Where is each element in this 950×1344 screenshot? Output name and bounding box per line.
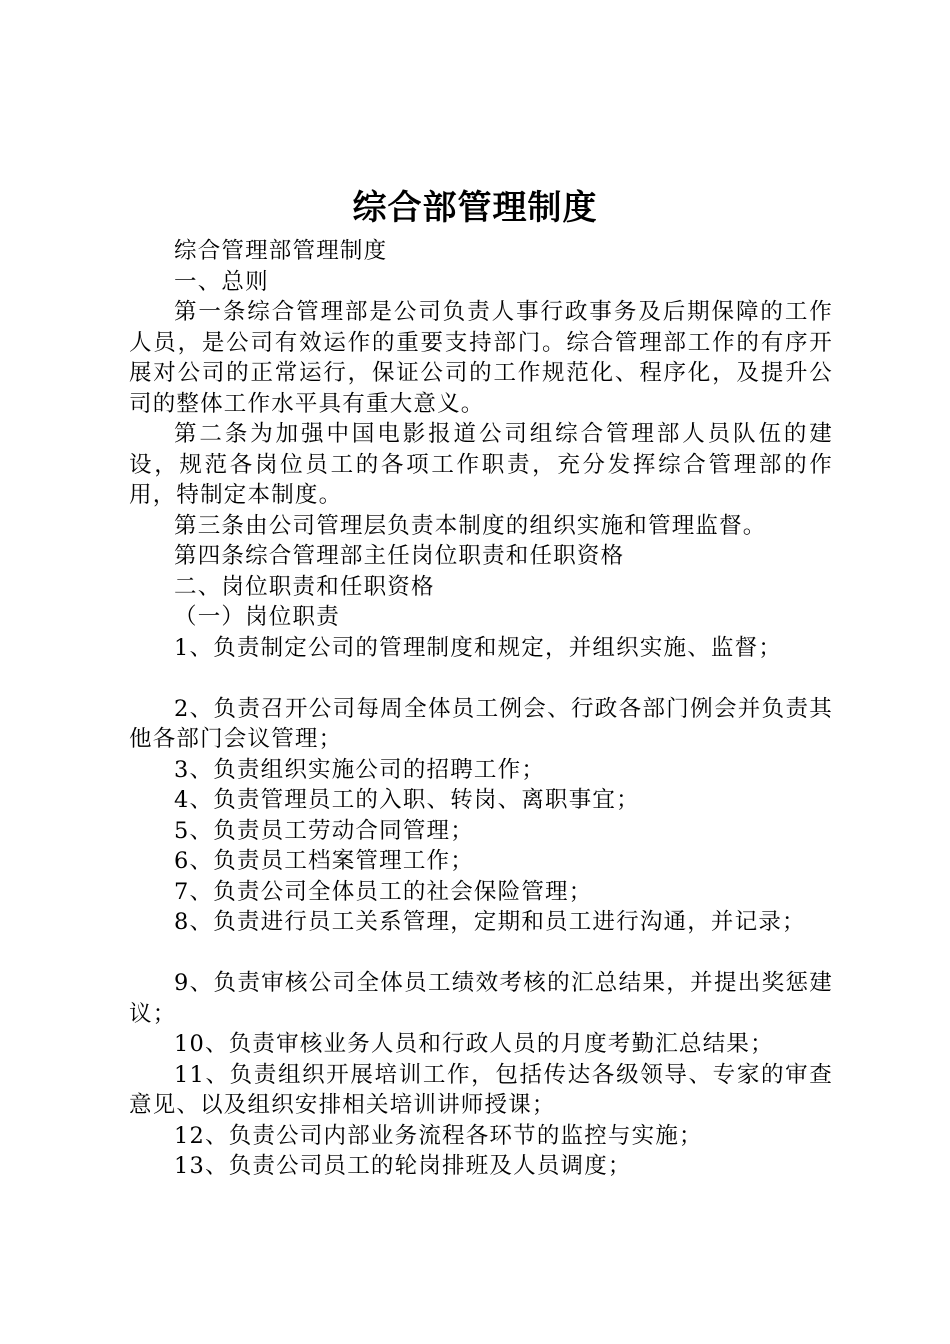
duty-item-3: 3、负责组织实施公司的招聘工作； [174,756,546,783]
document-title: 综合部管理制度 [352,188,598,228]
duty-item-2: 2、负责召开公司每周全体员工例会、行政各部门例会并负责其他各部门会议管理； [129,695,833,752]
duty-item-6: 6、负责员工档案管理工作； [174,848,474,874]
duty-item-10: 10、负责审核业务人员和行政人员的月度考勤汇总结果； [174,1031,774,1057]
duty-item-13: 13、负责公司员工的轮岗排班及人员调度； [174,1153,632,1179]
duty-item-5: 5、负责员工劳动合同管理； [174,817,474,844]
article-3: 第三条由公司管理层负责本制度的组织实施和管理监督。 [174,512,767,539]
duty-item-12: 12、负责公司内部业务流程各环节的监控与实施； [174,1122,703,1149]
article-1: 第一条综合管理部是公司负责人事行政事务及后期保障的工作人员，是公司有效运作的重要支持部门。综合管理部工作的有序开展对公司的正常运行，保证公司的工作规范化、程序化，及提升公司的整体工作水平具有重大意义。 [129,299,833,417]
duty-item-11: 11、负责组织开展培训工作，包括传达各级领导、专家的审查意见、以及组织安排相关培训讲师授课； [129,1061,833,1118]
article-2: 第二条为加强中国电影报道公司组综合管理部人员队伍的建设，规范各岗位员工的各项工作职责，充分发挥综合管理部的作用，特制定本制度。 [129,421,833,508]
duty-item-9: 9、负责审核公司全体员工绩效考核的汇总结果，并提出奖惩建议； [129,970,833,1027]
duty-item-8: 8、负责进行员工关系管理，定期和员工进行沟通，并记录； [174,909,806,935]
duty-item-4: 4、负责管理员工的入职、转岗、离职事宜； [174,787,640,813]
duty-item-1: 1、负责制定公司的管理制度和规定，并组织实施、监督； [174,634,783,661]
article-4: 第四条综合管理部主任岗位职责和任职资格 [174,543,625,569]
paragraph-subtitle: 综合管理部管理制度 [174,238,388,264]
section-heading-duties: 二、岗位职责和任职资格 [174,573,435,600]
section-heading-general: 一、总则 [174,268,269,295]
duty-item-7: 7、负责公司全体员工的社会保险管理； [174,878,593,905]
document-body [129,236,833,1182]
subsection-heading-duties: （一）岗位职责 [174,604,340,630]
